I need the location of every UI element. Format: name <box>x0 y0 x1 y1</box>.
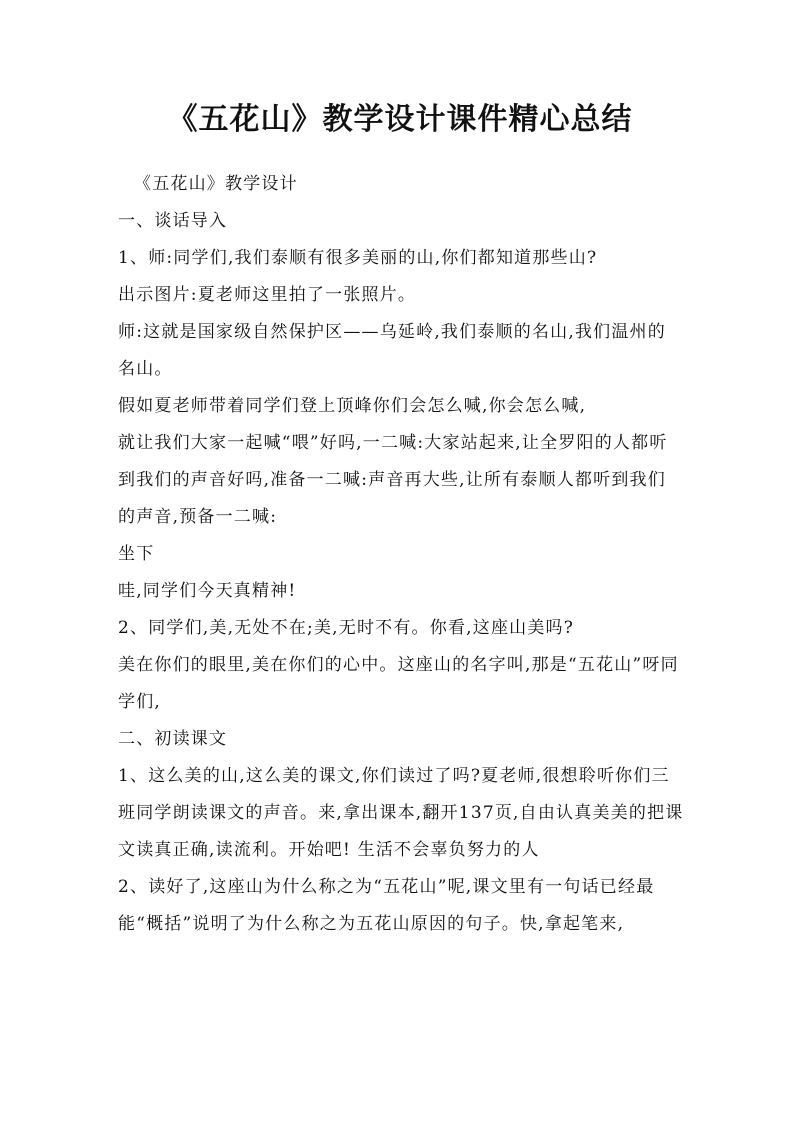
paragraph: 2、读好了,这座山为什么称之为“五花山”呢,课文里有一句话已经最能“概括”说明了为什么称之为五花山原因的句子。快,拿起笔来, <box>118 877 655 934</box>
paragraph: 就让我们大家一起喊“喂”好吗,一二喊:大家站起来,让全罗阳的人都听到我们的声音好吗,准备一二喊:声音再大些,让所有泰顺人都听到我们的声音,预备一二喊: <box>118 433 668 527</box>
paragraph: 坐下 <box>118 544 155 564</box>
document-body <box>118 166 684 943</box>
paragraph: 师:这就是国家级自然保护区——乌延岭,我们泰顺的名山,我们温州的名山。 <box>118 322 666 379</box>
section-heading-intro: 一、谈话导入 <box>118 211 228 231</box>
paragraph: 假如夏老师带着同学们登上顶峰你们会怎么喊,你会怎么喊, <box>118 396 587 416</box>
section-heading-reading: 二、初读课文 <box>118 729 228 749</box>
paragraph: 2、同学们,美,无处不在;美,无时不有。你看,这座山美吗? <box>118 618 575 638</box>
paragraph: 哇,同学们今天真精神! <box>118 581 297 601</box>
lesson-subtitle: 《五花山》教学设计 <box>134 174 298 194</box>
paragraph: 美在你们的眼里,美在你们的心中。这座山的名字叫,那是“五花山”呀同学们, <box>118 655 679 712</box>
paragraph: 1、师:同学们,我们泰顺有很多美丽的山,你们都知道那些山? <box>118 248 598 268</box>
paragraph: 1、这么美的山,这么美的课文,你们读过了吗?夏老师,很想聆听你们三班同学朗读课文的声音。来,拿出课本,翻开137页,自由认真美美的把课文读真正确,读流利。开始吧! 生活不会辜负努力的人 <box>118 766 684 860</box>
document-title: 《五花山》教学设计课件精心总结 <box>167 102 633 137</box>
paragraph: 出示图片:夏老师这里拍了一张照片。 <box>118 285 417 305</box>
